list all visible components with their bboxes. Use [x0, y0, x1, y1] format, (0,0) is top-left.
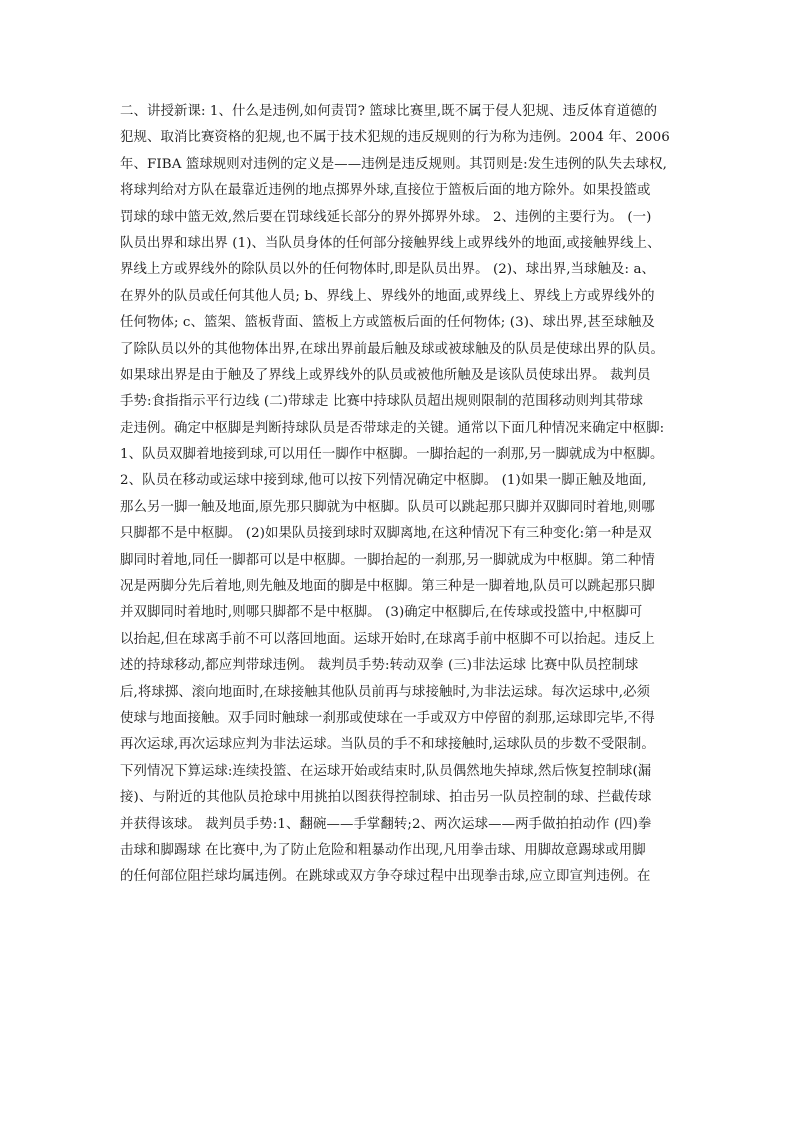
text-line: 如果球出界是由于触及了界线上或界线外的队员或被他所触及是该队员使球出界。 裁判员	[120, 367, 651, 383]
text-line: 2、队员在移动或运球中接到球,他可以按下列情况确定中枢脚。 (1)如果一脚正触及地面,	[120, 473, 647, 489]
text-line: 使球与地面接触。双手同时触球一刹那或使球在一手或双方中停留的刹那,运球即完毕,不得	[120, 710, 655, 726]
text-line: 的任何部位阻拦球均属违例。在跳球或双方争夺球过程中出现拳击球,应立即宣判违例。在	[120, 869, 651, 885]
text-line: 后,将球掷、滚向地面时,在球接触其他队员前再与球接触时,为非法运球。每次运球中,必须	[120, 684, 651, 700]
text-line: 手势:食指指示平行边线 (二)带球走 比赛中持球队员超出规则限制的范围移动则判其带球	[120, 394, 644, 410]
text-line: 走违例。确定中枢脚是判断持球队员是否带球走的关键。通常以下面几种情况来确定中枢脚:	[120, 420, 665, 436]
text-line: 击球和脚踢球 在比赛中,为了防止危险和粗暴动作出现,凡用拳击球、用脚故意踢球或用脚	[120, 842, 646, 858]
text-line: 年、FIBA 篮球规则对违例的定义是——违例是违反规则。其罚则是:发生违例的队失去球权,	[120, 156, 667, 172]
text-line: 脚同时着地,同任一脚都可以是中枢脚。一脚抬起的一刹那,另一脚就成为中枢脚。第二种情	[120, 552, 655, 568]
text-line: 并双脚同时着地时,则哪只脚都不是中枢脚。 (3)确定中枢脚后,在传球或投篮中,中枢脚可	[120, 605, 643, 621]
text-line: 了除队员以外的其他物体出界,在球出界前最后触及球或被球触及的队员是使球出界的队员。	[120, 341, 664, 357]
text-line: 那么另一脚一触及地面,原先那只脚就为中枢脚。队员可以跳起那只脚并双脚同时着地,则哪	[120, 499, 655, 515]
body-text	[120, 99, 680, 891]
text-line: 只脚都不是中枢脚。 (2)如果队员接到球时双脚离地,在这种情况下有三种变化:第一种是双	[120, 526, 652, 542]
text-line: 任何物体; c、篮架、篮板背面、篮板上方或篮板后面的任何物体; (3)、球出界,甚至球触及	[120, 315, 655, 331]
text-line: 接)、与附近的其他队员抢球中用挑拍以图获得控制球、拍击另一队员控制的球、拦截传球	[120, 790, 652, 806]
text-line: 队员出界和球出界 (1)、当队员身体的任何部分接触界线上或界线外的地面,或接触界线上、	[120, 235, 661, 251]
text-line: 1、队员双脚着地接到球,可以用任一脚作中枢脚。一脚抬起的一刹那,另一脚就成为中枢脚。	[120, 447, 664, 463]
text-line: 将球判给对方队在最靠近违例的地点掷界外球,直接位于篮板后面的地方除外。如果投篮或	[120, 183, 651, 199]
text-line: 界线上方或界线外的除队员以外的任何物体时,即是队员出界。 (2)、球出界,当球触及: a、	[120, 262, 656, 278]
text-line: 下列情况下算运球:连续投篮、在运球开始或结束时,队员偶然地失掉球,然后恢复控制球(漏	[120, 763, 652, 779]
text-line: 在界外的队员或任何其他人员; b、界线上、界线外的地面,或界线上、界线上方或界线外的	[120, 288, 655, 304]
text-line: 以抬起,但在球离手前不可以落回地面。运球开始时,在球离手前中枢脚不可以抬起。违反上	[120, 631, 655, 647]
text-line: 述的持球移动,都应判带球违例。 裁判员手势:转动双拳 (三)非法运球 比赛中队员控制球	[120, 658, 639, 674]
text-line: 二、讲授新课: 1、什么是违例,如何责罚? 篮球比赛里,既不属于侵人犯规、违反体育道德的	[120, 104, 658, 119]
text-line: 况是两脚分先后着地,则先触及地面的脚是中枢脚。第三种是一脚着地,队员可以跳起那只脚	[120, 579, 655, 595]
text-line: 罚球的球中篮无效,然后要在罚球线延长部分的界外掷界外球。 2、违例的主要行为。 (一)	[120, 209, 652, 225]
text-line: 犯规、取消比赛资格的犯规,也不属于技术犯规的违反规则的行为称为违例。2004 年、2006	[120, 130, 670, 146]
text-line: 再次运球,再次运球应判为非法运球。当队员的手不和球接触时,运球队员的步数不受限制。	[120, 737, 655, 753]
text-line: 并获得该球。 裁判员手势:1、翻碗——手掌翻转;2、两次运球——两手做拍拍动作 (四)拳	[120, 816, 652, 832]
